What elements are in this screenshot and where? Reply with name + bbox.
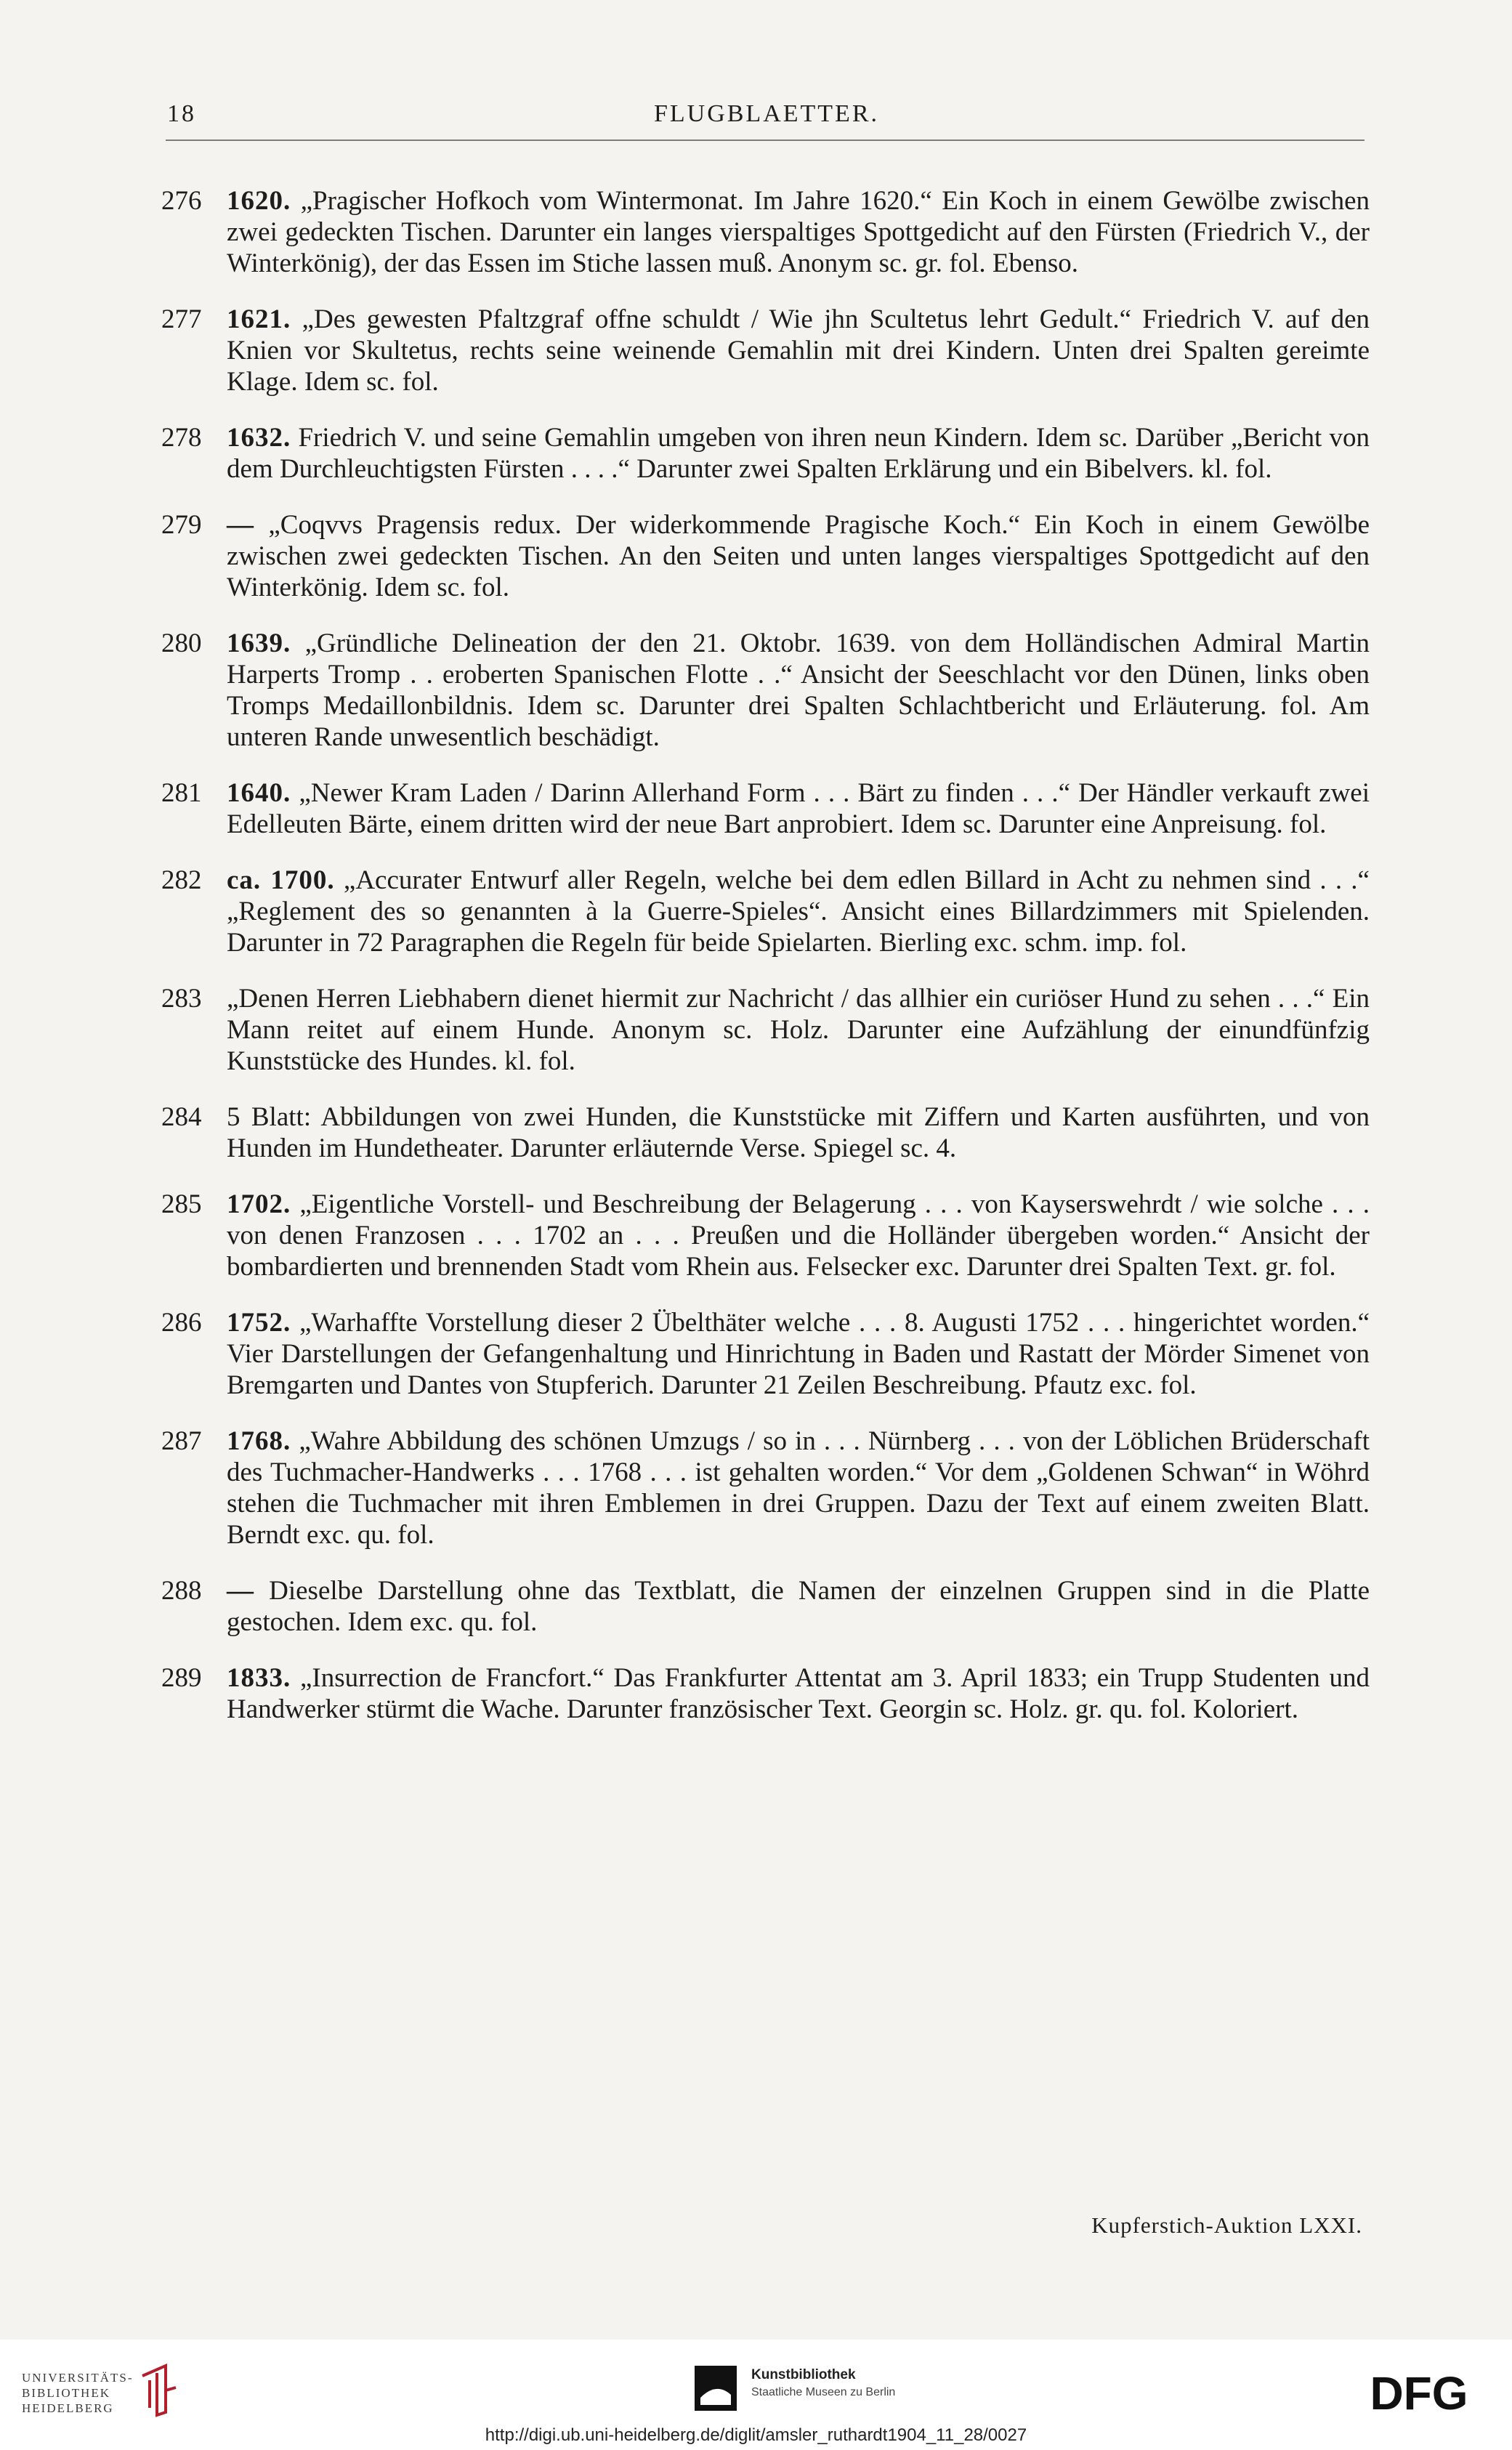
- university-logo-icon: [137, 2361, 180, 2419]
- entry-number: 278: [161, 423, 202, 453]
- catalogue-entry: [153, 1189, 1370, 1282]
- entry-date: 1752.: [227, 1308, 291, 1338]
- entry-body: [227, 1662, 1370, 1725]
- entry-number: 276: [161, 186, 202, 216]
- university-line: UNIVERSITÄTS-: [22, 2371, 134, 2385]
- entry-body: [227, 777, 1370, 840]
- entry-body: [227, 1575, 1370, 1638]
- entry-date: 1702.: [227, 1189, 291, 1219]
- entry-text: „Wahre Abbildung des schönen Umzugs / so in . . . Nürnberg . . . von der Löblichen Brüderschaft des Tuchmacher-Handwerks . . . 1768 . . . ist gehalten worden.“ Vor dem „Goldenen Schwan“ in Wöhrd stehen die Tuchmacher mit ihren Emblemen in drei Gruppen. Dazu der Text auf einem zweiten Blatt. Berndt exc. qu. fol.: [227, 1426, 1370, 1550]
- entry-number: 289: [161, 1663, 202, 1693]
- entry-text: „Gründliche Delineation der den 21. Oktobr. 1639. von dem Holländischen Admiral Martin Harperts Tromp . . eroberten Spanischen Flotte . .“ Ansicht der Seeschlacht vor den Dünen, links oben Tromps Medaillonbildnis. Idem sc. Darunter drei Spalten Schlachtbericht und Erläuterung. fol. Am unteren Rande unwesentlich beschädigt.: [227, 628, 1370, 752]
- entry-text: 5 Blatt: Abbildungen von zwei Hunden, die Kunststücke mit Ziffern und Karten ausführten, und von Hunden im Hundetheater. Darunter erläuternde Verse. Spiegel sc. 4.: [227, 1102, 1370, 1163]
- kunstbibliothek-name: Kunstbibliothek: [751, 2367, 856, 2382]
- kunstbibliothek-label: [751, 2367, 984, 2399]
- page-url[interactable]: http://digi.ub.uni-heidelberg.de/diglit/amsler_ruthardt1904_11_28/0027: [485, 2425, 1027, 2445]
- catalogue-entry: [153, 777, 1370, 840]
- entry-number: 279: [161, 510, 202, 540]
- entry-text: „Accurater Entwurf aller Regeln, welche bei dem edlen Billard in Acht zu nehmen sind . . .“ „Reglement des so genannten à la Guerre-Spieles“. Ansicht eines Billardzimmers mit Spielenden. Darunter in 72 Paragraphen die Regeln für beide Spielarten. Bierling exc. schm. imp. fol.: [227, 865, 1370, 958]
- dfg-logo-text: DFG: [1370, 2369, 1468, 2417]
- entry-body: [227, 983, 1370, 1077]
- page-number: 18: [167, 100, 196, 127]
- entry-body: [227, 628, 1370, 753]
- university-line: BIBLIOTHEK: [22, 2386, 110, 2400]
- entry-body: [227, 1101, 1370, 1164]
- entry-body: [227, 422, 1370, 485]
- entry-text: „Eigentliche Vorstell- und Beschreibung der Belagerung . . . von Kayserswehrdt / wie solche . . . von denen Franzosen . . . 1702 an . . . Preußen und die Holländer übergeben worden.“ Ansicht der bombardierten und brennenden Stadt vom Rhein aus. Felsecker exc. Darunter drei Spalten Text. gr. fol.: [227, 1189, 1370, 1282]
- entry-body: [227, 1307, 1370, 1401]
- entry-date: 1640.: [227, 778, 291, 808]
- catalogue-entry: [153, 185, 1370, 279]
- catalogue-entry: [153, 1575, 1370, 1638]
- catalogue-entry: [153, 422, 1370, 485]
- entry-text: „Warhaffte Vorstellung dieser 2 Übelthäter welche . . . 8. Augusti 1752 . . . hingerichtet worden.“ Vier Darstellungen der Gefangenhaltung und Hinrichtung in Baden und Rastatt der Mörder Simenet von Bremgarten und Dantes von Stupferich. Darunter 21 Zeilen Beschreibung. Pfautz exc. fol.: [227, 1308, 1370, 1400]
- header-rule: [166, 140, 1365, 141]
- entry-body: [227, 1426, 1370, 1551]
- entry-date: 1621.: [227, 304, 291, 334]
- entry-number: 285: [161, 1189, 202, 1219]
- entry-body: [227, 865, 1370, 958]
- entry-date: 1620.: [227, 186, 291, 216]
- entry-date: 1768.: [227, 1426, 291, 1456]
- running-title: FLUGBLAETTER.: [653, 100, 880, 127]
- entry-number: 286: [161, 1308, 202, 1338]
- entry-text: „Coqvvs Pragensis redux. Der widerkommende Pragische Koch.“ Ein Koch in einem Gewölbe zwischen zwei gedeckten Tischen. An den Seiten und unten langes vierspaltiges Spottgedicht auf den Winterkönig. Idem sc. fol.: [227, 510, 1370, 602]
- entry-number: 280: [161, 628, 202, 658]
- entry-text: „Denen Herren Liebhabern dienet hiermit zur Nachricht / das allhier ein curiöser Hund zu sehen . . .“ Ein Mann reitet auf einem Hunde. Anonym sc. Holz. Darunter eine Aufzählung der einundfünfzig Kunststücke des Hundes. kl. fol.: [227, 984, 1370, 1076]
- entry-body: [227, 1189, 1370, 1282]
- entry-number: 277: [161, 304, 202, 334]
- auction-note: Kupferstich-Auktion LXXI.: [1091, 2212, 1362, 2238]
- entry-date: —: [227, 1576, 254, 1606]
- catalogue-entry: [153, 865, 1370, 958]
- catalogue-entry: [153, 509, 1370, 603]
- entry-date: —: [227, 510, 254, 540]
- entry-text: Friedrich V. und seine Gemahlin umgeben von ihren neun Kindern. Idem sc. Darüber „Bericht von dem Durchleuchtigsten Fürsten . . . .“ Darunter zwei Spalten Erklärung und ein Bibelvers. kl. fol.: [227, 423, 1370, 484]
- catalogue-entry: [153, 628, 1370, 753]
- entry-number: 287: [161, 1426, 202, 1456]
- entry-number: 283: [161, 984, 202, 1014]
- entry-text: „Newer Kram Laden / Darinn Allerhand Form . . . Bärt zu finden . . .“ Der Händler verkauft zwei Edelleuten Bärte, einem dritten wird der neue Bart anprobiert. Idem sc. Darunter eine Anpreisung. fol.: [227, 778, 1370, 839]
- entry-text: „Insurrection de Francfort.“ Das Frankfurter Attentat am 3. April 1833; ein Trupp Studenten und Handwerker stürmt die Wache. Darunter französischer Text. Georgin sc. Holz. gr. qu. fol. Koloriert.: [227, 1663, 1370, 1724]
- kunstbibliothek-logo-icon: [695, 2366, 737, 2411]
- catalogue-entry: [153, 1307, 1370, 1401]
- running-head: [167, 96, 1366, 140]
- catalogue-entry: [153, 1662, 1370, 1725]
- entry-date: 1639.: [227, 628, 291, 658]
- entry-date: 1833.: [227, 1663, 291, 1693]
- catalogue-entries: [153, 185, 1370, 1750]
- footer: [0, 2340, 1512, 2450]
- catalogue-entry: [153, 304, 1370, 397]
- university-line: HEIDELBERG: [22, 2401, 114, 2415]
- entry-number: 288: [161, 1576, 202, 1606]
- entry-body: [227, 185, 1370, 279]
- entry-text: Dieselbe Darstellung ohne das Textblatt, die Namen der einzelnen Gruppen sind in die Platte gestochen. Idem exc. qu. fol.: [227, 1576, 1370, 1637]
- catalogue-entry: [153, 1101, 1370, 1164]
- entry-number: 284: [161, 1102, 202, 1132]
- entry-text: „Des gewesten Pfaltzgraf offne schuldt / Wie jhn Scultetus lehrt Gedult.“ Friedrich V. auf den Knien vor Skultetus, rechts seine weinende Gemahlin mit drei Kindern. Unten drei Spalten gereimte Klage. Idem sc. fol.: [227, 304, 1370, 397]
- entry-number: 282: [161, 865, 202, 895]
- entry-body: [227, 304, 1370, 397]
- entry-number: 281: [161, 778, 202, 808]
- kunstbibliothek-subtitle: Staatliche Museen zu Berlin: [751, 2386, 896, 2398]
- entry-date: ca. 1700.: [227, 865, 335, 895]
- entry-text: „Pragischer Hofkoch vom Wintermonat. Im Jahre 1620.“ Ein Koch in einem Gewölbe zwischen zwei gedeckten Tischen. Darunter ein langes vierspaltiges Spottgedicht auf den Fürsten (Friedrich V., der Winterkönig), der das Essen im Stiche lassen muß. Anonym sc. gr. fol. Ebenso.: [227, 186, 1370, 278]
- catalogue-entry: [153, 1426, 1370, 1551]
- catalogue-entry: [153, 983, 1370, 1077]
- entry-body: [227, 509, 1370, 603]
- dfg-logo-icon: [1343, 2369, 1495, 2417]
- entry-date: 1632.: [227, 423, 291, 453]
